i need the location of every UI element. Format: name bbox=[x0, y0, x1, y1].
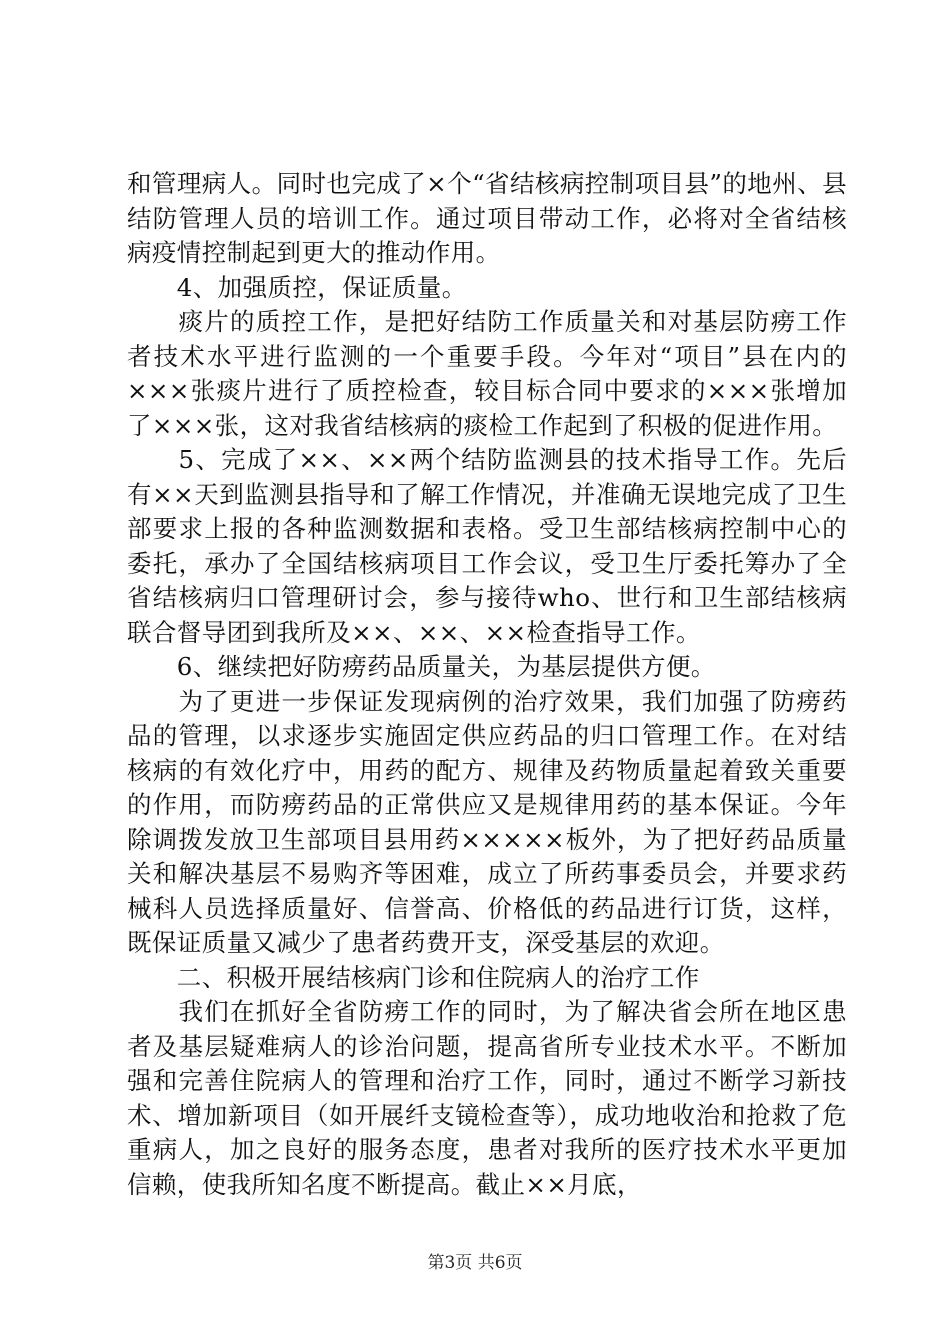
paragraph-drug-management: 为了更进一步保证发现病例的治疗效果，我们加强了防痨药品的管理，以求逐步实施固定供应药品的归口管理工作。在对结核病的有效化疗中，用药的配方、规律及药物质量起着致关重要的作用，而防痨药品的正常供应又是规律用药的基本保证。今年除调拨发放卫生部项目县用药×××××板外，为了把好药品质量关和解决基层不易购齐等困难，成立了所药事委员会，并要求药械科人员选择质量好、信誉高、价格低的药品进行订货，这样，既保证质量又减少了患者药费开支，深受基层的欢迎。 bbox=[127, 686, 847, 957]
paragraph-monitoring-counties: 5、完成了××、××两个结防监测县的技术指导工作。先后有××天到监测县指导和了解工作情况，并准确无误地完成了卫生部要求上报的各种监测数据和表格。受卫生部结核病控制中心的委托，承办了全国结核病项目工作会议，受卫生厅委托筹办了全省结核病归口管理研讨会，参与接待who、世行和卫生部结核病联合督导团到我所及××、××、××检查指导工作。 bbox=[127, 445, 847, 647]
heading-section-two: 二、积极开展结核病门诊和住院病人的治疗工作 bbox=[127, 962, 700, 992]
heading-drug-quality: 6、继续把好防痨药品质量关，为基层提供方便。 bbox=[127, 652, 716, 681]
document-body bbox=[127, 167, 847, 1202]
page-number-footer: 第3页 共6页 bbox=[427, 1253, 523, 1273]
paragraph-continuation: 和管理病人。同时也完成了×个“省结核病控制项目县”的地州、县结防管理人员的培训工作。通过项目带动工作，必将对全省结核病疫情控制起到更大的推动作用。 bbox=[127, 169, 847, 267]
paragraph-smear-qc: 痰片的质控工作，是把好结防工作质量关和对基层防痨工作者技术水平进行监测的一个重要手段。今年对“项目”县在内的×××张痰片进行了质控检查，较目标合同中要求的×××张增加了×××张，这对我省结核病的痰检工作起到了积极的促进作用。 bbox=[127, 307, 847, 440]
heading-quality-control: 4、加强质控，保证质量。 bbox=[127, 272, 467, 302]
paragraph-inpatient-treatment: 我们在抓好全省防痨工作的同时，为了解决省会所在地区患者及基层疑难病人的诊治问题，提高省所专业技术水平。不断加强和完善住院病人的管理和治疗工作，同时，通过不断学习新技术、增加新项目（如开展纤支镜检查等），成功地收治和抢救了危重病人，加之良好的服务态度，患者对我所的医疗技术水平更加信赖，使我所知名度不断提高。截止××月底， bbox=[127, 997, 847, 1199]
